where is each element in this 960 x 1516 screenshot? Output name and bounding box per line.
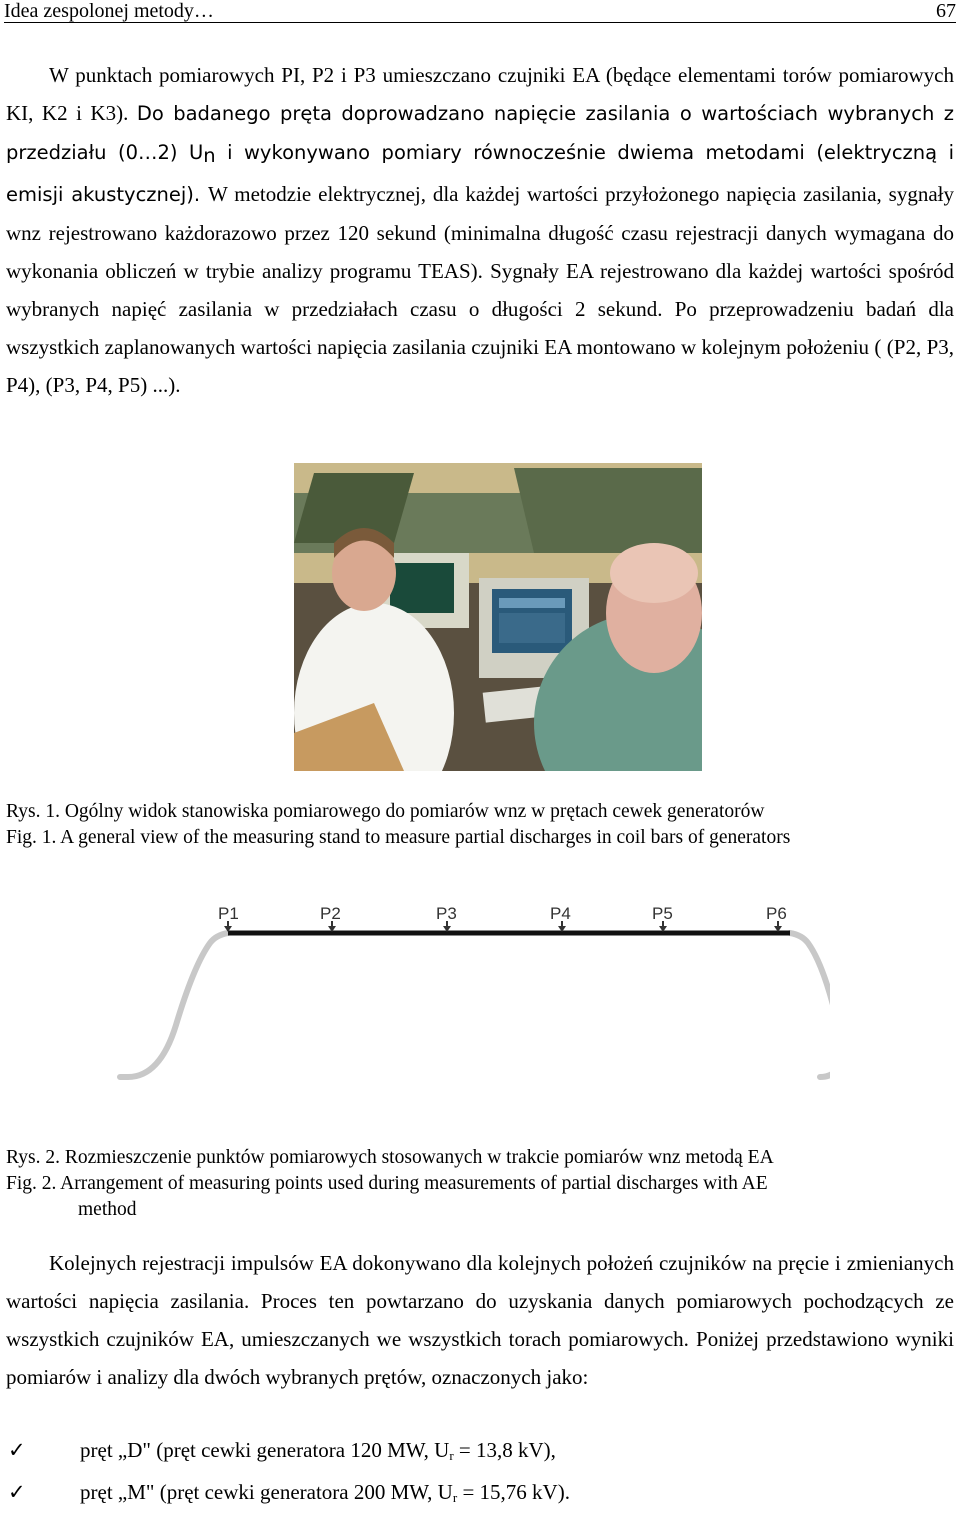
list-item-text: = 13,8 kV), bbox=[453, 1438, 556, 1462]
subscript: r bbox=[449, 1448, 454, 1463]
list-item bbox=[8, 1432, 948, 1474]
point-label-p2: P2 bbox=[320, 904, 341, 923]
list-item bbox=[8, 1474, 948, 1516]
list-item-text: pręt „M" (pręt cewki generatora 200 MW, U bbox=[80, 1480, 453, 1504]
point-marker-p5 bbox=[652, 904, 673, 932]
figure2-caption-en: Fig. 2. Arrangement of measuring points used during measurements of partial discharges with AE bbox=[6, 1173, 768, 1194]
paragraph-sentence: Proces ten powtarzano do uzyskania danych pomiarowych pochodzących ze wszystkich czujników EA, umieszczanych we wszystkich torach pomiarowych. bbox=[6, 1289, 954, 1351]
bar-right-bend bbox=[790, 933, 830, 1077]
point-marker-p1 bbox=[218, 904, 239, 932]
point-marker-p6 bbox=[766, 904, 787, 932]
point-label-p6: P6 bbox=[766, 904, 787, 923]
paragraph-registration bbox=[6, 1244, 954, 1396]
paragraph-sentence: W punktach pomiarowych PI, P2 i P3 umieszczano czujniki EA (będące elementami torów pomiarowych KI, K2 i K3). bbox=[6, 63, 954, 125]
paragraph-sentence: i wykonywano pomiary równocześnie dwiema metodami (elektryczną i emisji akustycznej). bbox=[6, 141, 954, 206]
measuring-points-diagram bbox=[100, 895, 830, 1095]
paragraph-sentence: Poniżej przedstawiono wyniki pomiarów i analizy dla dwóch wybranych prętów, oznaczonych jako: bbox=[6, 1327, 954, 1389]
paragraph-measurement-setup bbox=[6, 56, 954, 404]
paragraph-sentence: W metodzie elektrycznej, dla każdej wartości przyłożonego napięcia zasilania, sygnały wnz rejestrowano każdorazowo przez 120 sekund (minimalna długość czasu rejestracji danych wymagana do wykonania obliczeń w trybie analizy programu TEAS). bbox=[6, 182, 954, 283]
point-label-p4: P4 bbox=[550, 904, 571, 923]
running-header bbox=[4, 0, 956, 23]
checkmark-icon: ✓ bbox=[8, 1480, 26, 1504]
bar-left-bend bbox=[120, 933, 228, 1077]
paragraph-sentence: Kolejnych rejestracji impulsów EA dokonywano dla kolejnych położeń czujników na pręcie i zmienianych wartości napięcia zasilania. bbox=[6, 1251, 954, 1313]
paragraph-sentence: Do badanego pręta doprowadzano napięcie zasilania o wartościach wybranych z przedziału (0…2) U bbox=[6, 102, 954, 164]
header-title: Idea zespolonej metody… bbox=[4, 0, 214, 22]
figure2-caption-en-continuation: method bbox=[78, 1199, 137, 1220]
point-label-p3: P3 bbox=[436, 904, 457, 923]
point-label-p5: P5 bbox=[652, 904, 673, 923]
list-item-text: = 15,76 kV). bbox=[457, 1480, 570, 1504]
bar-list bbox=[8, 1432, 948, 1516]
point-label-p1: P1 bbox=[218, 904, 239, 923]
subscript: r bbox=[452, 1490, 458, 1505]
measuring-stand-photo bbox=[294, 463, 702, 771]
figure2-caption-pl: Rys. 2. Rozmieszczenie punktów pomiarowych stosowanych w trakcie pomiarów wnz metodą EA bbox=[6, 1147, 774, 1168]
figure1-caption-pl: Rys. 1. Ogólny widok stanowiska pomiarowego do pomiarów wnz w prętach cewek generatorów bbox=[6, 801, 765, 822]
point-marker-p3 bbox=[436, 904, 457, 932]
checkmark-icon: ✓ bbox=[8, 1438, 26, 1462]
paragraph-sentence: Sygnały EA rejestrowano dla każdej wartości spośród wybranych napięć zasilania w przedziałach czasu o długości 2 sekund. Po przeprowadzeniu badań dla wszystkich zaplanowanych wartości napięcia zasilania czujniki EA montowano w kolejnym położeniu ( (P2, P3, P4), (P3, P4, P5) ...). bbox=[6, 259, 954, 397]
list-item-text: pręt „D" (pręt cewki generatora 120 MW, U bbox=[80, 1438, 450, 1462]
page-number: 67 bbox=[936, 0, 956, 22]
subscript: n bbox=[203, 144, 216, 167]
figure1-caption-en: Fig. 1. A general view of the measuring stand to measure partial discharges in coil bars of generators bbox=[6, 827, 791, 848]
point-marker-p4 bbox=[550, 904, 571, 932]
point-marker-p2 bbox=[320, 904, 341, 932]
